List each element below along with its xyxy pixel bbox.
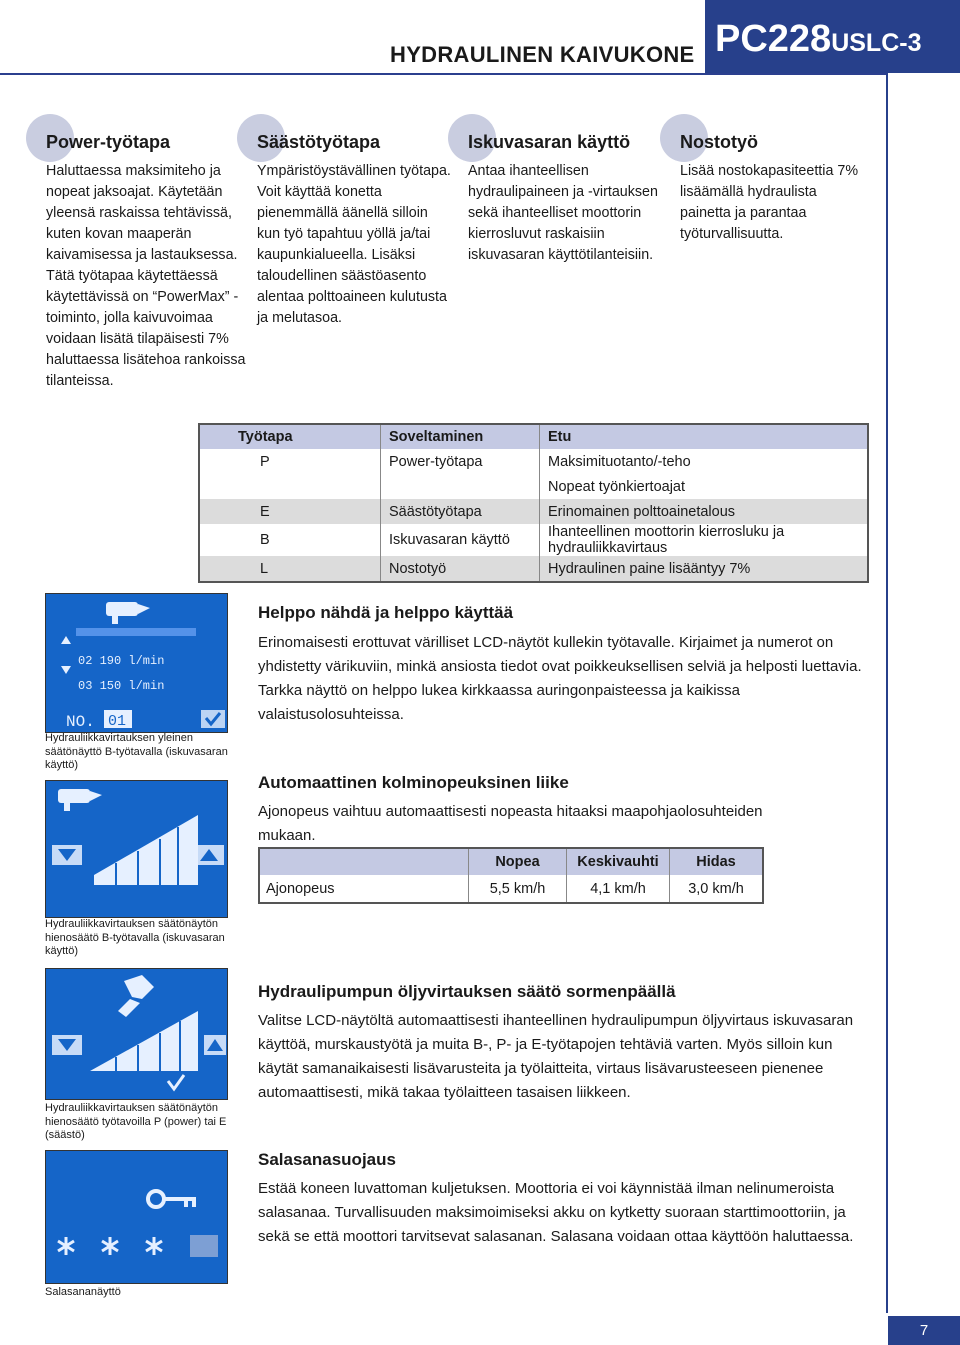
table-header: Keskivauhti [567,848,670,875]
section-text: Ajonopeus vaihtuu automaattisesti nopeasta hitaaksi maapohjaolosuhteiden mukaan. [258,803,763,844]
lcd-password [45,1150,228,1284]
table-cell: E [199,499,381,524]
section-title: Salasanasuojaus [258,1150,396,1169]
table-row [199,474,868,499]
arrow-up-icon [61,636,71,644]
mode-title: Power-työtapa [46,132,171,152]
lcd-flow-fine-pe [45,968,228,1100]
travel-speed-table [258,847,764,904]
table-cell: 4,1 km/h [567,875,670,903]
mode-text: Antaa ihanteellisen hydraulipaineen ja -virtauksen sekä ihanteelliset moottorin kierrosluvut raskaisiin iskuvasaran käyttötilanteisiin. [468,163,658,263]
table-header: Hidas [670,848,764,875]
key-icon [148,1191,196,1207]
table-row [199,556,868,582]
confirm-check-icon [201,710,225,728]
table-cell: 3,0 km/h [670,875,764,903]
mode-title: Nostotyö [680,132,758,152]
section-title: Hydraulipumpun öljyvirtauksen säätö sormenpäällä [258,982,676,1001]
table-cell: P [260,453,270,470]
breaker-icon [106,602,150,624]
table-cell: Säästötyötapa [381,499,540,524]
table-cell [381,474,540,499]
page-number: 7 [888,1316,960,1345]
crusher-icon [118,975,154,1017]
header-rule [0,73,888,75]
mode-text: Ympäristöystävällinen työtapa. Voit käyttää konetta pienemmällä äänellä silloin kun työ tapahtuu yöllä ja/tai kaupunkialueella. Lisäksi taloudellinen säästöasento alentaa polttoaineen kulutusta ja melutasoa. [257,163,451,326]
table-cell: Hydraulinen paine lisääntyy 7% [540,556,869,582]
table-header: Soveltaminen [381,424,540,449]
lcd-flow-fine-b [45,780,228,918]
flow-level-wedge [90,1011,198,1071]
mode-power [46,118,246,392]
model-sub: USLC-3 [831,29,922,57]
mode-text: Lisää nostokapasiteettia 7% lisäämällä hydraulista painetta ja parantaa työturvallisuutta. [680,163,859,242]
mode-table [198,423,869,583]
lcd-caption: Hydrauliikkavirtauksen yleinen säätönäyttö B-työtavalla (iskuvasaran käyttö) [45,732,228,771]
lcd-no-value: 01 [108,713,127,730]
lcd-password-graphic [46,1151,228,1284]
section-title: Helppo nähdä ja helppo käyttää [258,603,514,622]
confirm-check-icon [168,1075,184,1089]
breaker-icon [58,789,102,811]
table-row [199,449,868,474]
table-cell: Nostotyö [381,556,540,582]
section-text: Erinomaisesti erottuvat värilliset LCD-näytöt kullekin työtavalle. Kirjaimet ja numerot on yhdistetty värikuviin, minkä ansiosta tiedot ovat poikkeuksellisen selviä ja helposti luettavia. Tarkka näyttö on helppo lukea kirkkaassa auringonpaisteessa ja kaikissa valaistusolosuhteissa. [258,634,862,723]
lcd-caption: Hydrauliikkavirtauksen säätönäytön hienosäätö B-työtavalla (iskuvasaran käyttö) [45,918,225,957]
lcd-caption: Hydrauliikkavirtauksen säätönäytön hienosäätö työtavoilla P (power) tai E (säästö) [45,1102,227,1141]
arrow-down-icon [61,666,71,674]
model-badge [705,0,960,73]
model-main: PC228 [715,18,832,60]
lcd-highlight-bar [76,628,196,636]
lcd-flow-general [45,593,228,733]
table-cell: B [260,532,270,548]
table-row [259,875,763,903]
mode-title: Säästötyötapa [257,132,381,152]
mode-text: Haluttaessa maksimiteho ja nopeat jaksoajat. Käytetään yleensä raskaissa tehtävissä, kuten kovan maaperän kaivamisessa ja lastauksessa. Tätä työtapaa käytettäessä käytettävissä on “PowerMax” -toiminto, jolla kaivuvoimaa voidaan lisätä tilapäisesti 7% haluttaessa lisätehoa rankoissa tilanteissa. [46,163,246,389]
table-cell: Erinomainen polttoainetalous [540,499,869,524]
lcd-caption: Salasananäyttö [45,1286,121,1298]
table-cell: L [199,556,381,582]
table-header: Etu [540,424,869,449]
table-cell: 5,5 km/h [469,875,567,903]
table-header [259,848,469,875]
asterisk-icon [146,1237,162,1255]
table-cell: Ihanteellinen moottorin kierrosluku ja hydrauliikkavirtaus [540,524,869,556]
table-header: Työtapa [199,424,381,449]
empty-digit-box [190,1235,218,1257]
table-row [199,524,868,556]
lcd-row-2: 03 150 l/min [78,679,165,693]
section-title: Automaattinen kolminopeuksinen liike [258,773,569,792]
lcd-flow-fine-pe-graphic [46,969,228,1100]
mode-lifting [680,118,870,245]
lcd-row-1: 02 190 l/min [78,654,165,668]
table-header: Nopea [469,848,567,875]
table-cell: Iskuvasaran käyttö [381,524,540,556]
table-cell: Ajonopeus [266,880,335,897]
table-cell [199,474,381,499]
section-text: Valitse LCD-näytöltä automaattisesti ihanteellinen hydraulipumpun öljyvirtaus iskuvasaran käyttöä, murskaustyötä ja muita B-, P- ja E-työtapojen tehtäviä varten. Myös silloin kun käytät samanaikaisesti lisävarusteita ja työlaitteita, virtaus lisävarusteeseen pienenee automaattisesti, mikä takaa työlaitteen tasaisen liikkeen. [258,1012,854,1101]
table-cell: Maksimituotanto/-teho [540,449,869,474]
flow-level-wedge [94,815,198,885]
lcd-flow-fine-b-graphic [46,781,228,918]
page-title: HYDRAULINEN KAIVUKONE [390,42,695,67]
section-text: Estää koneen luvattoman kuljetuksen. Moottoria ei voi käynnistää ilman nelinumeroista salasanaa. Turvallisuuden maksimoimiseksi akku on kytketty suoraan starttimoottoriin, ja sekä se että moottori tarvitsevat salasanan. Salasana voidaan ottaa käyttöön haluttaessa. [258,1180,854,1245]
asterisk-icon [102,1237,118,1255]
lcd-no-label: NO. [66,713,95,731]
mode-breaker [468,118,663,266]
table-cell: Nopeat työnkiertoajat [540,474,869,499]
mode-economy [257,118,452,329]
mode-title: Iskuvasaran käyttö [468,132,631,152]
right-rule [886,73,888,1313]
table-row [199,499,868,524]
table-cell: Power-työtapa [381,449,540,474]
lcd-flow-general-graphic [46,594,228,733]
asterisk-icon [58,1237,74,1255]
